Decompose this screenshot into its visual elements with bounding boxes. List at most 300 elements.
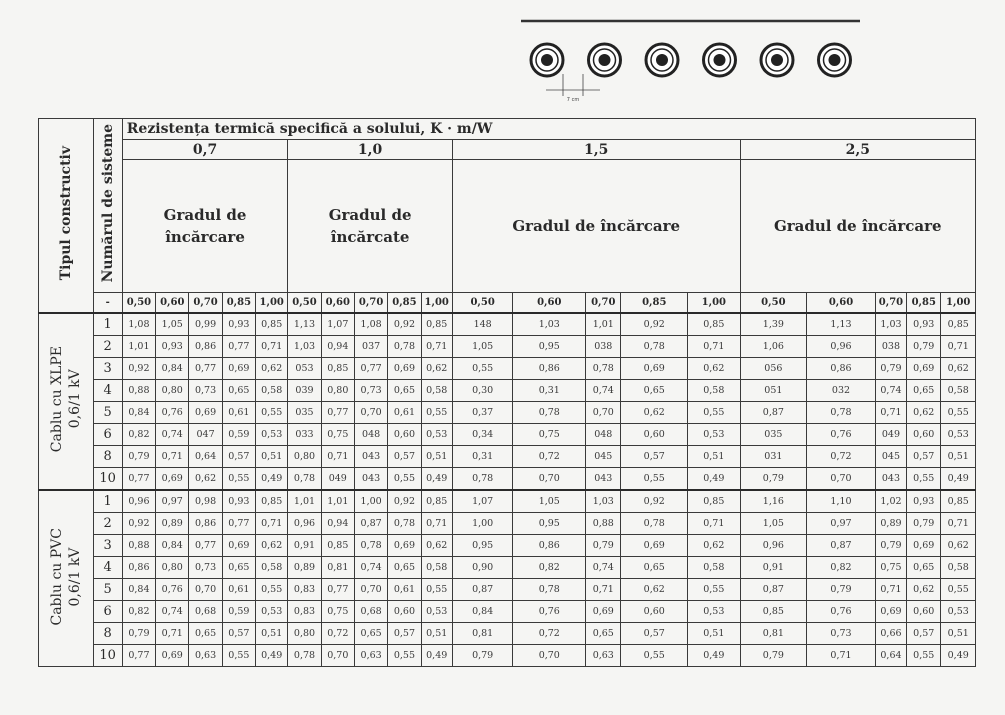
factor-cell: 0,79	[122, 623, 155, 645]
factor-cell: 0,87	[740, 402, 807, 424]
factor-cell: 0,77	[222, 336, 255, 358]
factor-cell: 0,65	[222, 557, 255, 579]
system-count-cell: 4	[93, 557, 122, 579]
factor-cell: 1,08	[354, 313, 387, 336]
factor-cell: 0,55	[388, 468, 421, 491]
factor-cell: 0,65	[907, 557, 941, 579]
factor-cell: 0,57	[388, 446, 421, 468]
factor-cell: 0,57	[222, 446, 255, 468]
factor-cell: 0,82	[807, 557, 876, 579]
factor-cell: 0,70	[321, 645, 354, 667]
load-factor-header: 1,00	[421, 293, 452, 314]
load-factor-header: 0,85	[222, 293, 255, 314]
factor-cell: 0,81	[740, 623, 807, 645]
factor-cell: 0,85	[421, 490, 452, 513]
resistivity-1-5: 1,5	[452, 140, 740, 160]
factor-cell: 0,69	[388, 535, 421, 557]
factor-cell: 0,97	[807, 513, 876, 535]
factor-cell: 0,58	[421, 557, 452, 579]
cable-type-label	[48, 528, 84, 626]
factor-cell: 1,10	[807, 490, 876, 513]
factor-cell: 0,98	[189, 490, 222, 513]
type-header-label: Tipul constructiv	[57, 146, 74, 281]
factor-cell: 0,80	[288, 446, 321, 468]
factor-cell: 0,34	[452, 424, 513, 446]
factor-cell: 0,51	[256, 623, 288, 645]
factor-cell: 0,87	[807, 535, 876, 557]
factor-cell: 0,74	[156, 601, 189, 623]
factor-cell: 0,82	[513, 557, 586, 579]
factor-cell: 0,76	[156, 579, 189, 601]
system-count-cell: 4	[93, 380, 122, 402]
factor-cell: 0,71	[256, 336, 288, 358]
factor-cell: 1,13	[288, 313, 321, 336]
factor-cell: 0,31	[452, 446, 513, 468]
factor-cell: 0,88	[586, 513, 621, 535]
system-count-cell: 8	[93, 446, 122, 468]
load-factor-header: 0,70	[189, 293, 222, 314]
table-row	[39, 623, 976, 645]
factor-cell: 0,58	[941, 380, 976, 402]
correction-factor-table	[38, 118, 976, 680]
factor-cell: 0,84	[122, 402, 155, 424]
factor-cell: 1,00	[354, 490, 387, 513]
factor-cell: 0,93	[156, 336, 189, 358]
factor-cell: 0,71	[807, 645, 876, 667]
factor-cell: 0,51	[256, 446, 288, 468]
factor-cell: 0,79	[907, 513, 941, 535]
factor-cell: 0,74	[875, 380, 906, 402]
factor-cell: 0,53	[421, 601, 452, 623]
factor-cell: 0,79	[740, 645, 807, 667]
factor-cell: 0,69	[156, 468, 189, 491]
factor-cell: 0,65	[907, 380, 941, 402]
factor-cell: 0,65	[621, 557, 688, 579]
factor-cell: 0,53	[421, 424, 452, 446]
factor-cell: 0,96	[288, 513, 321, 535]
factor-cell: 0,55	[452, 358, 513, 380]
factor-cell: 0,69	[875, 601, 906, 623]
factor-cell: 0,64	[189, 446, 222, 468]
factor-cell: 0,64	[875, 645, 906, 667]
factor-cell: 053	[288, 358, 321, 380]
factor-cell: 0,75	[875, 557, 906, 579]
factor-cell: 0,78	[621, 336, 688, 358]
factor-cell: 0,90	[452, 557, 513, 579]
factor-cell: 1,02	[875, 490, 906, 513]
factor-cell: 0,70	[513, 468, 586, 491]
factor-cell: 0,81	[321, 557, 354, 579]
table-row	[39, 535, 976, 557]
factor-cell: 0,70	[354, 579, 387, 601]
factor-cell: 0,70	[807, 468, 876, 491]
factor-cell: 0,51	[421, 446, 452, 468]
factor-cell: 0,55	[621, 468, 688, 491]
load-factor-header: 0,70	[354, 293, 387, 314]
load-group-label-1-5: Gradul de încărcare	[452, 160, 740, 293]
factor-cell: 0,69	[388, 358, 421, 380]
factor-cell: 0,55	[907, 645, 941, 667]
factor-cell: 0,58	[256, 380, 288, 402]
factor-cell: 0,86	[513, 535, 586, 557]
table-row	[39, 336, 976, 358]
factor-cell: 0,75	[321, 601, 354, 623]
factor-cell: 0,85	[256, 490, 288, 513]
table-row	[39, 358, 976, 380]
load-factor-header: 0,85	[621, 293, 688, 314]
factor-cell: 1,01	[321, 490, 354, 513]
factor-cell: 0,93	[907, 313, 941, 336]
factor-cell: 0,53	[688, 424, 740, 446]
system-count-cell: 5	[93, 579, 122, 601]
factor-cell: 051	[740, 380, 807, 402]
factor-cell: 0,91	[288, 535, 321, 557]
factor-cell: 0,55	[222, 645, 255, 667]
factor-cell: 0,55	[688, 402, 740, 424]
factor-cell: 0,69	[222, 358, 255, 380]
factor-cell: 0,63	[189, 645, 222, 667]
factor-cell: 0,76	[156, 402, 189, 424]
factor-cell: 0,58	[941, 557, 976, 579]
factor-cell: 0,62	[907, 579, 941, 601]
factor-cell: 0,62	[256, 535, 288, 557]
factor-cell: 0,49	[421, 645, 452, 667]
factor-cell: 0,85	[688, 313, 740, 336]
factor-cell: 0,77	[189, 535, 222, 557]
cable-type-cell	[39, 313, 94, 490]
table-row	[39, 557, 976, 579]
factor-cell: 0,71	[941, 513, 976, 535]
load-factor-header: 0,70	[875, 293, 906, 314]
factor-cell: 0,55	[256, 579, 288, 601]
factor-cell: 0,62	[421, 535, 452, 557]
factor-cell: 0,87	[452, 579, 513, 601]
factor-cell: 0,74	[354, 557, 387, 579]
factor-cell: 0,78	[513, 402, 586, 424]
factor-cell: 0,78	[807, 402, 876, 424]
factor-cell: 0,62	[941, 535, 976, 557]
system-count-cell: 2	[93, 336, 122, 358]
cable-arrangement-diagram	[518, 14, 868, 104]
load-factor-header: 0,50	[452, 293, 513, 314]
factor-cell: 0,51	[688, 446, 740, 468]
factor-cell: 0,79	[740, 468, 807, 491]
factor-cell: 035	[288, 402, 321, 424]
factor-cell: 0,61	[222, 402, 255, 424]
factor-cell: 0,55	[621, 645, 688, 667]
factor-cell: 0,59	[222, 424, 255, 446]
factor-cell: 0,69	[907, 535, 941, 557]
factor-cell: 0,62	[621, 402, 688, 424]
factor-cell: 0,74	[156, 424, 189, 446]
load-factor-header: 0,50	[740, 293, 807, 314]
systems-header	[93, 119, 122, 293]
factor-cell: 0,51	[421, 623, 452, 645]
system-count-cell: 8	[93, 623, 122, 645]
cable-icon	[704, 44, 736, 76]
factor-cell: 0,85	[321, 358, 354, 380]
factor-cell: 0,78	[513, 579, 586, 601]
factor-cell: 0,57	[907, 446, 941, 468]
system-count-cell: 3	[93, 535, 122, 557]
factor-cell: 1,05	[156, 313, 189, 336]
cable-icon	[819, 44, 851, 76]
factor-cell: 0,72	[321, 623, 354, 645]
table-row	[39, 579, 976, 601]
factor-cell: 1,13	[807, 313, 876, 336]
cable-type-cell	[39, 490, 94, 667]
factor-cell: 0,53	[941, 601, 976, 623]
factor-cell: 0,65	[621, 380, 688, 402]
load-group-label-1-0: Gradul de încărcate	[288, 160, 453, 293]
factor-cell: 148	[452, 313, 513, 336]
factor-cell: 0,49	[256, 645, 288, 667]
factor-cell: 0,62	[621, 579, 688, 601]
factor-cell: 0,60	[621, 424, 688, 446]
factor-cell: 0,49	[941, 645, 976, 667]
factor-cell: 0,57	[621, 446, 688, 468]
factor-cell: 0,79	[875, 358, 906, 380]
factor-cell: 0,69	[222, 535, 255, 557]
system-count-cell: 6	[93, 424, 122, 446]
load-group-text: Gradul de încărcare	[163, 206, 247, 246]
table-row	[39, 490, 976, 513]
factor-cell: 0,93	[222, 490, 255, 513]
factor-cell: 0,65	[189, 623, 222, 645]
factor-cell: 0,92	[388, 490, 421, 513]
factor-cell: 1,06	[740, 336, 807, 358]
factor-cell: 0,77	[321, 579, 354, 601]
factor-cell: 0,78	[621, 513, 688, 535]
factor-cell: 035	[740, 424, 807, 446]
factor-cell: 048	[354, 424, 387, 446]
factor-cell: 056	[740, 358, 807, 380]
factor-cell: 0,74	[586, 557, 621, 579]
factor-cell: 0,51	[941, 623, 976, 645]
factor-cell: 0,62	[688, 358, 740, 380]
factor-cell: 0,96	[122, 490, 155, 513]
cable-type-line1: Cablu cu XLPE	[48, 346, 65, 453]
factor-cell: 0,80	[288, 623, 321, 645]
factor-cell: 0,37	[452, 402, 513, 424]
factor-cell: 0,85	[740, 601, 807, 623]
factor-cell: 0,61	[388, 402, 421, 424]
factor-cell: 0,77	[354, 358, 387, 380]
factor-cell: 0,51	[941, 446, 976, 468]
factor-cell: 1,05	[740, 513, 807, 535]
factor-cell: 0,59	[222, 601, 255, 623]
factor-cell: 0,84	[452, 601, 513, 623]
factor-cell: 0,81	[452, 623, 513, 645]
factor-cell: 0,51	[688, 623, 740, 645]
factor-cell: 0,65	[222, 380, 255, 402]
load-factor-header: 0,70	[586, 293, 621, 314]
factor-cell: 0,88	[122, 380, 155, 402]
factor-cell: 0,55	[907, 468, 941, 491]
system-count-cell: 1	[93, 313, 122, 336]
factor-cell: 0,73	[189, 557, 222, 579]
factor-cell: 0,69	[586, 601, 621, 623]
factor-cell: 0,86	[122, 557, 155, 579]
factor-cell: 0,70	[189, 579, 222, 601]
factor-cell: 1,03	[288, 336, 321, 358]
factor-cell: 0,96	[807, 336, 876, 358]
factor-cell: 045	[875, 446, 906, 468]
factor-cell: 0,79	[807, 579, 876, 601]
table-row	[39, 446, 976, 468]
factor-cell: 0,71	[421, 336, 452, 358]
type-header	[39, 119, 94, 314]
spacing-label: 7 cm	[566, 97, 580, 103]
factor-cell: 0,86	[189, 513, 222, 535]
factor-cell: 0,73	[189, 380, 222, 402]
factor-cell: 0,92	[122, 513, 155, 535]
table-row	[39, 380, 976, 402]
factor-cell: 043	[586, 468, 621, 491]
system-count-cell: 5	[93, 402, 122, 424]
factor-cell: 0,92	[388, 313, 421, 336]
factor-cell: 0,77	[222, 513, 255, 535]
factor-cell: 0,80	[156, 380, 189, 402]
load-factor-header: 0,60	[156, 293, 189, 314]
factor-cell: 0,74	[586, 380, 621, 402]
factor-cell: 0,71	[688, 513, 740, 535]
factor-cell: 0,95	[452, 535, 513, 557]
factor-cell: 0,55	[388, 645, 421, 667]
factor-cell: 0,57	[907, 623, 941, 645]
factor-cell: 1,01	[586, 313, 621, 336]
factor-cell: 037	[354, 336, 387, 358]
factor-cell: 0,79	[875, 535, 906, 557]
cable-icon	[761, 44, 793, 76]
factor-cell: 0,76	[807, 424, 876, 446]
factor-cell: 1,01	[122, 336, 155, 358]
table-row	[39, 313, 976, 336]
factor-cell: 0,85	[941, 313, 976, 336]
factor-cell: 0,62	[421, 358, 452, 380]
factor-cell: 0,49	[256, 468, 288, 491]
factor-cell: 1,01	[288, 490, 321, 513]
factor-cell: 0,77	[321, 402, 354, 424]
factor-cell: 0,60	[388, 601, 421, 623]
factor-cell: 0,55	[421, 579, 452, 601]
factor-cell: 0,71	[586, 579, 621, 601]
factor-cell: 0,94	[321, 336, 354, 358]
factor-cell: 0,60	[907, 424, 941, 446]
factor-cell: 0,77	[122, 468, 155, 491]
factor-cell: 0,79	[907, 336, 941, 358]
factor-cell: 0,93	[222, 313, 255, 336]
system-count-cell: 2	[93, 513, 122, 535]
factor-cell: 043	[354, 468, 387, 491]
factor-cell: 0,78	[388, 513, 421, 535]
load-factor-header: 0,60	[513, 293, 586, 314]
load-factor-header: 0,85	[388, 293, 421, 314]
load-factor-header: 1,00	[256, 293, 288, 314]
system-count-cell: 10	[93, 645, 122, 667]
system-count-cell: 1	[93, 490, 122, 513]
factor-cell: 0,85	[421, 313, 452, 336]
factor-cell: 0,91	[740, 557, 807, 579]
factor-cell: 0,85	[256, 313, 288, 336]
factor-cell: 0,78	[288, 645, 321, 667]
factor-cell: 1,39	[740, 313, 807, 336]
factor-cell: 0,92	[621, 313, 688, 336]
factor-cell: 047	[189, 424, 222, 446]
factor-cell: 0,53	[256, 424, 288, 446]
factor-cell: 0,85	[688, 490, 740, 513]
factor-cell: 0,55	[256, 402, 288, 424]
factor-cell: 0,76	[513, 601, 586, 623]
factor-cell: 0,69	[189, 402, 222, 424]
factor-cell: 0,62	[189, 468, 222, 491]
cable-type-line2: 0,6/1 kV	[66, 547, 83, 606]
system-count-cell: 3	[93, 358, 122, 380]
factor-cell: 0,71	[875, 579, 906, 601]
factor-cell: 0,58	[688, 380, 740, 402]
factor-cell: 1,05	[513, 490, 586, 513]
factor-cell: 048	[586, 424, 621, 446]
factor-cell: 0,49	[421, 468, 452, 491]
factor-cell: 0,78	[452, 468, 513, 491]
factor-cell: 033	[288, 424, 321, 446]
cable-icon	[531, 44, 563, 76]
factor-cell: 0,62	[688, 535, 740, 557]
factor-cell: 0,80	[156, 557, 189, 579]
load-factor-header: 1,00	[941, 293, 976, 314]
factor-cell: 1,07	[452, 490, 513, 513]
factor-cell: 0,57	[621, 623, 688, 645]
factor-cell: 1,03	[875, 313, 906, 336]
factor-cell: 0,70	[586, 402, 621, 424]
factor-cell: 0,65	[586, 623, 621, 645]
factor-cell: 0,73	[807, 623, 876, 645]
factor-cell: 0,49	[688, 645, 740, 667]
factor-cell: 0,84	[122, 579, 155, 601]
system-count-cell: 10	[93, 468, 122, 491]
factor-cell: 0,85	[941, 490, 976, 513]
table-title: Rezistența termică specifică a solului, K · m/W	[122, 119, 975, 140]
factor-cell: 0,71	[421, 513, 452, 535]
table-row	[39, 424, 976, 446]
factor-cell: 0,86	[189, 336, 222, 358]
load-factor-header: 0,60	[321, 293, 354, 314]
factor-cell: 0,82	[122, 424, 155, 446]
factor-cell: 1,05	[452, 336, 513, 358]
factor-cell: 0,83	[288, 579, 321, 601]
factor-cell: 0,68	[189, 601, 222, 623]
factor-cell: 0,78	[388, 336, 421, 358]
factor-cell: 0,84	[156, 535, 189, 557]
factor-cell: 0,88	[122, 535, 155, 557]
load-factor-header: 0,50	[288, 293, 321, 314]
factor-cell: 0,85	[321, 535, 354, 557]
factor-cell: 038	[875, 336, 906, 358]
factor-cell: 0,78	[354, 535, 387, 557]
factor-cell: 0,69	[156, 645, 189, 667]
factor-cell: 1,07	[321, 313, 354, 336]
factor-cell: 0,77	[122, 645, 155, 667]
factor-cell: 0,89	[288, 557, 321, 579]
cable-type-line2: 0,6/1 kV	[66, 370, 83, 429]
factor-cell: 0,71	[156, 623, 189, 645]
factor-cell: 049	[321, 468, 354, 491]
factor-cell: 0,71	[321, 446, 354, 468]
factor-cell: 0,93	[907, 490, 941, 513]
factor-cell: 1,00	[452, 513, 513, 535]
factor-cell: 0,80	[321, 380, 354, 402]
factor-cell: 0,57	[388, 623, 421, 645]
